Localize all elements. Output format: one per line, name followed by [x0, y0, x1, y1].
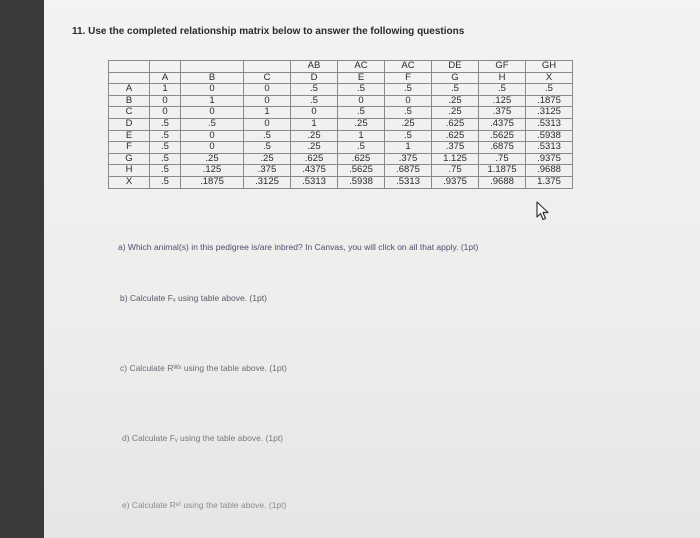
- question-a: a) Which animal(s) in this pedigree is/are inbred? In Canvas, you will click on all that apply. (1pt): [118, 242, 479, 252]
- matrix-cell: .6875: [385, 165, 432, 177]
- matrix-cell: .5: [150, 165, 181, 177]
- matrix-cell: .5: [338, 84, 385, 96]
- matrix-cell: .75: [432, 165, 479, 177]
- matrix-cell: 0: [244, 118, 291, 130]
- matrix-header-cell: F: [385, 72, 432, 84]
- matrix-cell: .5938: [526, 130, 573, 142]
- matrix-header-cell: H: [479, 72, 526, 84]
- matrix-cell: 1: [150, 84, 181, 96]
- question-e: e) Calculate Rᵉᶠ using the table above. (1pt): [122, 500, 287, 510]
- matrix-header-top-cell: [150, 61, 181, 73]
- matrix-header-top-cell: AC: [385, 61, 432, 73]
- matrix-cell: 1.125: [432, 153, 479, 165]
- matrix-cell: .5: [244, 130, 291, 142]
- matrix-cell: .3125: [244, 176, 291, 188]
- matrix-row-label: D: [109, 118, 150, 130]
- matrix-header-top-cell: GF: [479, 61, 526, 73]
- matrix-cell: 1: [244, 107, 291, 119]
- matrix-cell: .25: [291, 130, 338, 142]
- matrix-cell: 1: [338, 130, 385, 142]
- matrix-cell: .5: [150, 153, 181, 165]
- matrix-cell: .5: [181, 118, 244, 130]
- matrix-cell: .375: [244, 165, 291, 177]
- question-b: b) Calculate Fₓ using table above. (1pt): [120, 293, 267, 303]
- matrix-row: [109, 95, 573, 107]
- matrix-cell: .625: [338, 153, 385, 165]
- matrix-header-cell: B: [181, 72, 244, 84]
- matrix-row-label: E: [109, 130, 150, 142]
- matrix-cell: 0: [291, 107, 338, 119]
- matrix-header-cell: G: [432, 72, 479, 84]
- matrix-cell: .5: [526, 84, 573, 96]
- matrix-cell: 0: [181, 84, 244, 96]
- matrix-row-label: H: [109, 165, 150, 177]
- matrix-cell: 1.375: [526, 176, 573, 188]
- matrix-row: [109, 130, 573, 142]
- matrix-header-cell: D: [291, 72, 338, 84]
- matrix-cell: .5938: [338, 176, 385, 188]
- matrix-cell: .4375: [291, 165, 338, 177]
- matrix-cell: .5313: [526, 118, 573, 130]
- matrix-row: [109, 142, 573, 154]
- question-c: c) Calculate Rᵂˣ using the table above. (1pt): [120, 363, 287, 373]
- matrix-cell: .5: [385, 84, 432, 96]
- matrix-header-cell: A: [150, 72, 181, 84]
- matrix-cell: .25: [385, 118, 432, 130]
- matrix-row: [109, 107, 573, 119]
- matrix-cell: .25: [291, 142, 338, 154]
- matrix-row-label: X: [109, 176, 150, 188]
- matrix-cell: 0: [338, 95, 385, 107]
- matrix-cell: 1: [385, 142, 432, 154]
- matrix-row: [109, 165, 573, 177]
- matrix-cell: .6875: [479, 142, 526, 154]
- matrix-cell: .5: [150, 130, 181, 142]
- matrix-row-label: B: [109, 95, 150, 107]
- matrix-cell: .9688: [479, 176, 526, 188]
- matrix-cell: .375: [385, 153, 432, 165]
- matrix-cell: .5: [291, 95, 338, 107]
- matrix-cell: 0: [181, 130, 244, 142]
- matrix-cell: .75: [479, 153, 526, 165]
- matrix-cell: .5: [150, 176, 181, 188]
- matrix-cell: .5: [291, 84, 338, 96]
- matrix-cell: .9688: [526, 165, 573, 177]
- matrix-header-cell: E: [338, 72, 385, 84]
- matrix-cell: 0: [150, 107, 181, 119]
- matrix-cell: .5313: [385, 176, 432, 188]
- matrix-cell: .5625: [338, 165, 385, 177]
- matrix-row: [109, 153, 573, 165]
- matrix-cell: .9375: [526, 153, 573, 165]
- relationship-matrix: [108, 60, 573, 189]
- matrix-cell: 0: [385, 95, 432, 107]
- matrix-cell: 0: [181, 107, 244, 119]
- matrix-header-top-cell: GH: [526, 61, 573, 73]
- matrix-cell: 0: [244, 84, 291, 96]
- matrix-header-top-cell: DE: [432, 61, 479, 73]
- matrix-row-label: G: [109, 153, 150, 165]
- matrix-cell: .625: [432, 130, 479, 142]
- matrix-header-top-cell: [244, 61, 291, 73]
- matrix-header-cell: C: [244, 72, 291, 84]
- matrix-cell: .9375: [432, 176, 479, 188]
- matrix-cell: 1.1875: [479, 165, 526, 177]
- matrix-cell: .5: [385, 130, 432, 142]
- matrix-header-cell: X: [526, 72, 573, 84]
- matrix-row-label: F: [109, 142, 150, 154]
- matrix-header-top-cell: AB: [291, 61, 338, 73]
- matrix-cell: .1875: [526, 95, 573, 107]
- matrix-cell: .4375: [479, 118, 526, 130]
- matrix-cell: .5: [150, 118, 181, 130]
- matrix-cell: 0: [150, 95, 181, 107]
- matrix-cell: .5625: [479, 130, 526, 142]
- matrix-cell: 1: [291, 118, 338, 130]
- question-heading: 11. Use the completed relationship matrix below to answer the following questions: [72, 26, 465, 37]
- matrix-header-cell: [109, 72, 150, 84]
- matrix-row: [109, 176, 573, 188]
- matrix-cell: .1875: [181, 176, 244, 188]
- matrix-cell: .5313: [526, 142, 573, 154]
- matrix-cell: .625: [291, 153, 338, 165]
- matrix-row: [109, 118, 573, 130]
- matrix-header-top-cell: [181, 61, 244, 73]
- matrix-cell: .375: [479, 107, 526, 119]
- matrix-cell: .25: [181, 153, 244, 165]
- matrix-cell: .375: [432, 142, 479, 154]
- matrix-cell: .25: [338, 118, 385, 130]
- matrix-cell: .25: [244, 153, 291, 165]
- matrix-cell: .25: [432, 95, 479, 107]
- matrix-cell: .5: [385, 107, 432, 119]
- matrix-cell: .5: [338, 142, 385, 154]
- matrix-cell: .5: [432, 84, 479, 96]
- matrix-cell: .3125: [526, 107, 573, 119]
- matrix-cell: .5313: [291, 176, 338, 188]
- matrix-cell: .5: [338, 107, 385, 119]
- matrix-row-label: C: [109, 107, 150, 119]
- matrix-cell: .5: [244, 142, 291, 154]
- mouse-pointer-icon: [536, 201, 550, 226]
- matrix-cell: .5: [479, 84, 526, 96]
- matrix-cell: .625: [432, 118, 479, 130]
- matrix-cell: 1: [181, 95, 244, 107]
- matrix-cell: 0: [244, 95, 291, 107]
- matrix-row: [109, 84, 573, 96]
- question-d: d) Calculate Fᵧ using the table above. (1pt): [122, 433, 284, 443]
- matrix-cell: .25: [432, 107, 479, 119]
- matrix-cell: .5: [150, 142, 181, 154]
- matrix-cell: .125: [479, 95, 526, 107]
- matrix-cell: 0: [181, 142, 244, 154]
- matrix-header-top-cell: [109, 61, 150, 73]
- matrix-cell: .125: [181, 165, 244, 177]
- matrix-header-top-cell: AC: [338, 61, 385, 73]
- matrix-row-label: A: [109, 84, 150, 96]
